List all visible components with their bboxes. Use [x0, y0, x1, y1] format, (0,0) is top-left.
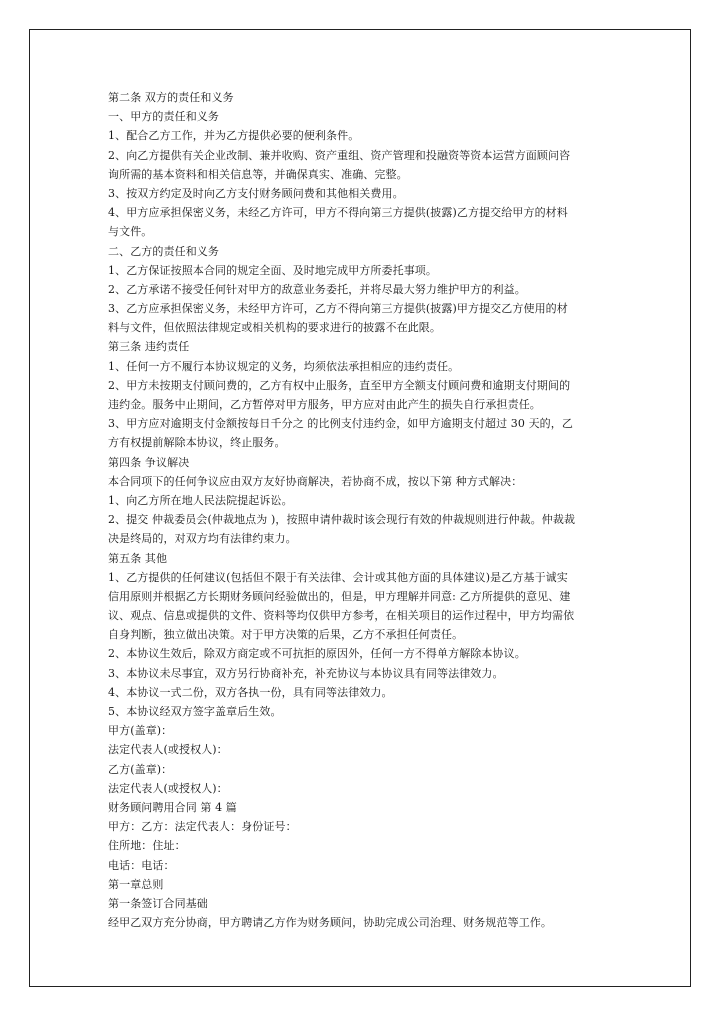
text-line: 料与文件，但依照法律规定或相关机构的要求进行的披露不在此限。 [108, 321, 441, 335]
text-line: 3、本协议未尽事宜，双方另行协商补充，补充协议与本协议具有同等法律效力。 [108, 666, 504, 680]
text-line: 3、按双方约定及时向乙方支付财务顾问费和其他相关费用。 [108, 186, 404, 200]
text-line: 违约金。服务中止期间，乙方暂停对甲方服务，甲方应对由此产生的损失自行承担责任。 [108, 398, 541, 411]
text-line: 信用原则并根据乙方长期财务顾问经验做出的，但是，甲方理解并同意: 乙方所提供的意见、建 [108, 589, 571, 603]
text-line: 电话：电话： [108, 858, 175, 872]
text-line: 3、乙方应承担保密义务，未经甲方许可，乙方不得向第三方提供(披露)甲方提交乙方使用的材 [108, 302, 568, 316]
text-line: 法定代表人(或授权人)： [108, 781, 228, 795]
text-line: 2、甲方未按期支付顾问费的，乙方有权中止服务，直至甲方全额支付顾问费和逾期支付期间的 [108, 378, 571, 392]
text-line: 2、提交 仲裁委员会(仲裁地点为 )，按照申请仲裁时该会现行有效的仲裁规则进行仲裁。仲裁裁 [108, 513, 576, 527]
text-line: 一、甲方的责任和义务 [108, 110, 219, 124]
text-line: 1、配合乙方工作，并为乙方提供必要的便利条件。 [108, 129, 360, 143]
text-line: 本合同项下的任何争议应由双方友好协商解决，若协商不成，按以下第 种方式解决： [108, 474, 523, 488]
text-line: 决是终局的，对双方均有法律约束力。 [108, 532, 297, 546]
text-line: 1、向乙方所在地人民法院提起诉讼。 [108, 493, 293, 507]
text-line: 第五条 其他 [108, 551, 168, 565]
text-line: 4、本协议一式二份，双方各执一份，具有同等法律效力。 [108, 685, 393, 699]
text-line: 3、甲方应对逾期支付金额按每日千分之 的比例支付违约金，如甲方逾期支付超过 30 天的，乙 [108, 417, 573, 431]
text-line: 与文件。 [108, 225, 153, 239]
text-line: 甲方(盖章)： [108, 724, 173, 738]
text-line: 2、乙方承诺不接受任何针对甲方的敌意业务委托，并将尽最大努力维护甲方的利益。 [108, 282, 526, 296]
text-line: 2、本协议生效后，除双方商定或不可抗拒的原因外，任何一方不得单方解除本协议。 [108, 647, 526, 661]
text-line: 第二条 双方的责任和义务 [108, 91, 234, 104]
text-line: 第一章总则 [108, 877, 164, 891]
text-line: 2、向乙方提供有关企业改制、兼并收购、资产重组、资产管理和投融资等资本运营方面顾问咨 [108, 148, 571, 162]
document-body [108, 88, 620, 932]
text-line: 甲方：乙方：法定代表人：身份证号： [108, 820, 297, 834]
text-line: 5、本协议经双方签字盖章后生效。 [108, 705, 282, 718]
text-line: 询所需的基本资料和相关信息等，并确保真实、准确、完整。 [108, 167, 408, 181]
text-line: 1、乙方提供的任何建议(包括但不限于有关法律、会计或其他方面的具体建议)是乙方基于诚实 [108, 570, 568, 584]
text-line: 方有权提前解除本协议，终止服务。 [108, 436, 286, 450]
text-line: 1、乙方保证按照本合同的规定全面、及时地完成甲方所委托事项。 [108, 263, 437, 277]
text-line: 1、任何一方不履行本协议规定的义务，均须依法承担相应的违约责任。 [108, 359, 460, 373]
text-line: 议、观点、信息或提供的文件、资料等均仅供甲方参考，在相关项目的运作过程中，甲方均需依 [108, 609, 575, 623]
text-line: 财务顾问聘用合同 第 4 篇 [108, 800, 237, 814]
text-line: 第一条签订合同基础 [108, 896, 208, 910]
text-line: 住所地：住址： [108, 839, 186, 853]
text-line: 第三条 违约责任 [108, 340, 190, 354]
text-line: 乙方(盖章)： [108, 762, 173, 776]
text-line: 第四条 争议解决 [108, 455, 190, 469]
text-line: 自身判断，独立做出决策。对于甲方决策的后果，乙方不承担任何责任。 [108, 628, 464, 642]
text-line: 二、乙方的责任和义务 [108, 244, 219, 258]
text-line: 经甲乙双方充分协商，甲方聘请乙方作为财务顾问，协助完成公司治理、财务规范等工作。 [108, 916, 552, 930]
text-line: 4、甲方应承担保密义务，未经乙方许可，甲方不得向第三方提供(披露)乙方提交给甲方的材料 [108, 206, 568, 220]
text-line: 法定代表人(或授权人)： [108, 743, 228, 757]
